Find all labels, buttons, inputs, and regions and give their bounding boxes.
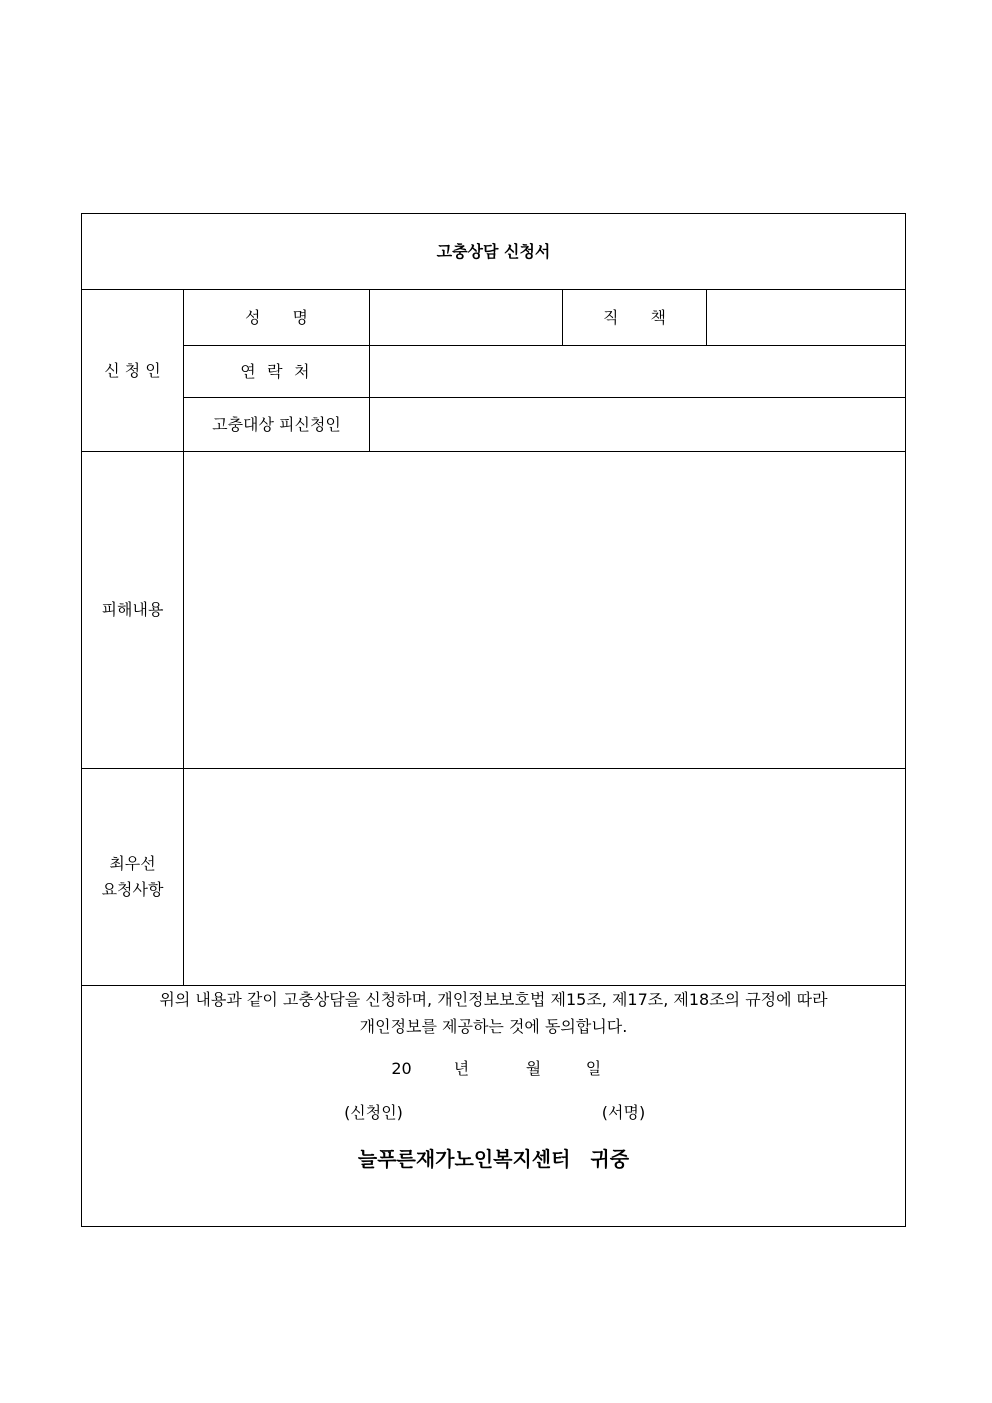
day-unit: 일 <box>585 1059 602 1078</box>
contact-label: 연 락 처 <box>184 346 370 398</box>
damage-label: 피해내용 <box>82 452 184 769</box>
year-unit: 년 <box>453 1059 470 1078</box>
month-unit: 월 <box>525 1059 542 1078</box>
applicant-section-label: 신 청 인 <box>82 290 184 452</box>
signature-line <box>82 1100 905 1126</box>
respondent-field[interactable] <box>370 398 906 452</box>
name-label: 성 명 <box>184 290 370 346</box>
consent-text-line1: 위의 내용과 같이 고충상담을 신청하며, 개인정보보호법 제15조, 제17조, 제18조의 규정에 따라 <box>159 990 828 1009</box>
contact-field[interactable] <box>370 346 906 398</box>
position-field[interactable] <box>707 290 906 346</box>
name-field[interactable] <box>370 290 563 346</box>
respondent-label: 고충대상 피신청인 <box>184 398 370 452</box>
date-line <box>82 1056 905 1082</box>
recipient-center-name: 늘푸른재가노인복지센터 귀중 <box>357 1147 630 1172</box>
priority-label-line1: 최우선 <box>109 854 156 874</box>
priority-field[interactable] <box>184 769 906 986</box>
form-title: 고충상담 신청서 <box>82 214 906 290</box>
applicant-sign-label: (신청인) <box>344 1102 403 1122</box>
application-form-table <box>81 213 906 1227</box>
damage-field[interactable] <box>184 452 906 769</box>
position-label: 직 책 <box>563 290 707 346</box>
year-prefix: 20 <box>391 1059 412 1078</box>
priority-label-line2: 요청사항 <box>101 880 164 899</box>
signature-label: (서명) <box>601 1102 646 1122</box>
priority-label <box>82 769 184 986</box>
consent-section <box>82 986 906 1227</box>
consent-text-line2: 개인정보를 제공하는 것에 동의합니다. <box>359 1017 628 1036</box>
